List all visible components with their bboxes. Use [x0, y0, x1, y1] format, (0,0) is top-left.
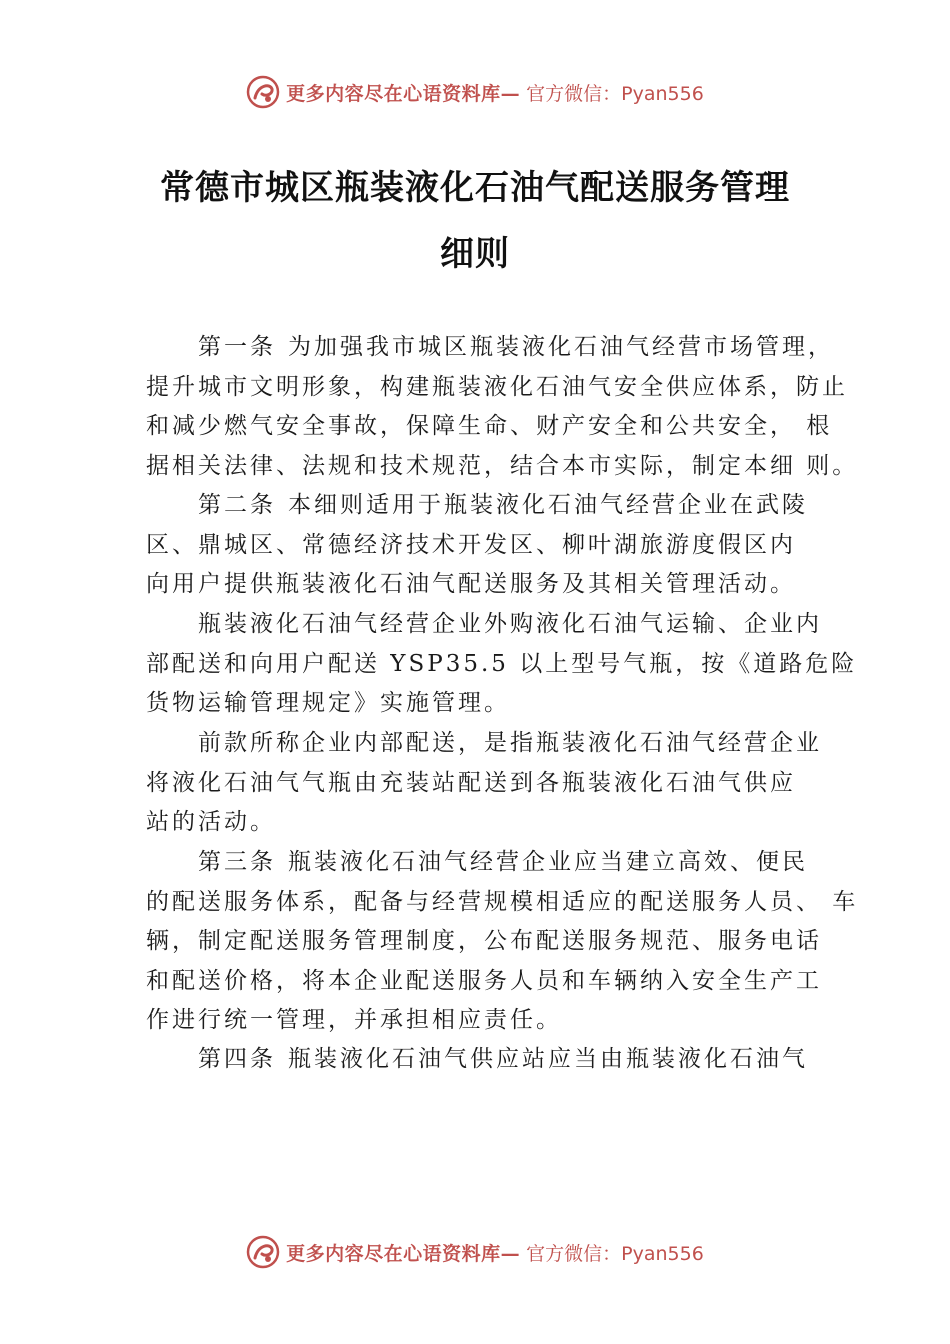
paragraph-line: [146, 843, 846, 883]
line-text: 瓶装液化石油气经营企业应当建立高效、便民: [288, 849, 808, 875]
paragraph-article-3: [146, 843, 859, 1041]
banner-text: 更多内容尽在心语资料库—: [286, 82, 521, 105]
article-lead: 第四条: [198, 1046, 276, 1072]
swirl-logo-icon: [246, 75, 280, 109]
paragraph-line: 部配送和向用户配送 YSP35.5 以上型号气瓶，按《道路危险: [146, 650, 858, 677]
paragraph-line: 前款所称企业内部配送，是指瓶装液化石油气经营企业: [198, 730, 822, 756]
line-text: 为加强我市城区瓶装液化石油气经营市场管理，: [288, 334, 834, 360]
paragraph-internal-delivery: [146, 724, 846, 843]
footer-banner: [0, 1232, 950, 1272]
paragraph-line: 货物运输管理规定》实施管理。: [146, 690, 510, 716]
paragraph-line: 和减少燃气安全事故，保障生命、财产安全和公共安全， 根: [146, 413, 833, 439]
paragraph-line: [146, 486, 846, 526]
document-title-line-1: 常德市城区瓶装液化石油气配送服务管理: [160, 168, 790, 208]
paragraph-article-2: [146, 486, 846, 605]
article-lead: 第一条: [198, 334, 276, 360]
banner-contact: 官方微信：Pyan556: [526, 1242, 704, 1265]
paragraph-line: 据相关法律、法规和技术规范，结合本市实际，制定本细 则。: [146, 452, 859, 479]
paragraph-line: 瓶装液化石油气经营企业外购液化石油气运输、企业内: [198, 611, 822, 637]
banner-contact: 官方微信：Pyan556: [526, 82, 704, 105]
paragraph-line: 辆，制定配送服务管理制度，公布配送服务规范、服务电话: [146, 928, 822, 954]
swirl-logo-icon: [246, 1235, 280, 1269]
banner-text: 更多内容尽在心语资料库—: [286, 1242, 521, 1265]
paragraph-line: 向用户提供瓶装液化石油气配送服务及其相关管理活动。: [146, 571, 796, 597]
paragraph-line: 作进行统一管理，并承担相应责任。: [146, 1007, 562, 1033]
paragraph-line: [146, 1040, 846, 1080]
paragraph-line: 提升城市文明形象，构建瓶装液化石油气安全供应体系，防止: [146, 373, 848, 400]
paragraph-line: 和配送价格，将本企业配送服务人员和车辆纳入安全生产工: [146, 967, 822, 994]
paragraph-line: 将液化石油气气瓶由充装站配送到各瓶装液化石油气供应: [146, 769, 796, 796]
header-banner: [0, 72, 950, 112]
article-lead: 第三条: [198, 849, 276, 875]
line-text: 本细则适用于瓶装液化石油气经营企业在武陵: [288, 492, 808, 518]
paragraph-article-4: [146, 1040, 846, 1080]
paragraph-line: 站的活动。: [146, 809, 276, 835]
line-text: 瓶装液化石油气供应站应当由瓶装液化石油气: [288, 1046, 808, 1072]
paragraph-article-1: [146, 328, 859, 486]
paragraph-line: 的配送服务体系，配备与经营规模相适应的配送服务人员、 车: [146, 888, 859, 915]
article-lead: 第二条: [198, 492, 276, 518]
document-title-line-2: 细则: [440, 234, 510, 274]
paragraph-line: 区、鼎城区、常德经济技术开发区、柳叶湖旅游度假区内: [146, 531, 796, 558]
paragraph-line: [146, 328, 846, 368]
paragraph-transport: [146, 605, 858, 724]
